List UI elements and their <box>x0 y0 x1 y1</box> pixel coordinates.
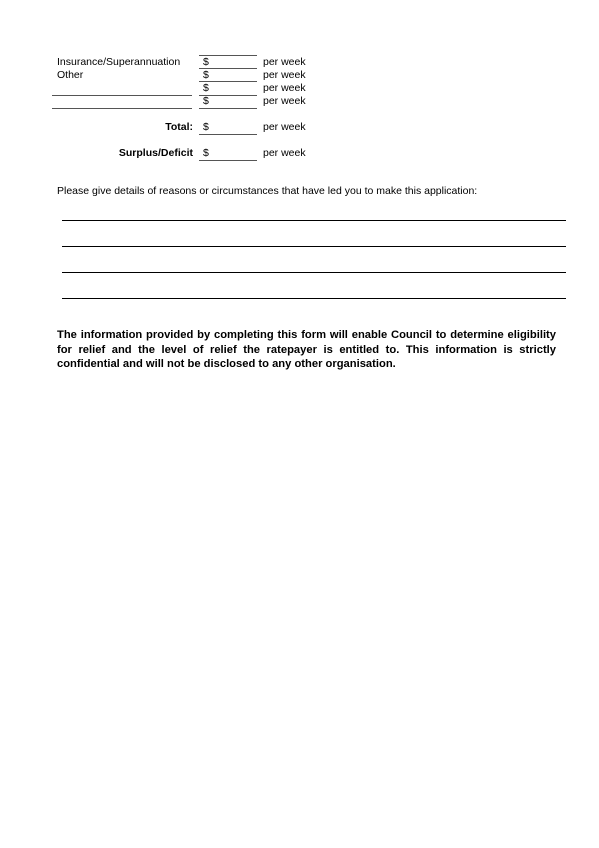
surplus-deficit-amount-field[interactable] <box>213 147 257 160</box>
expense-label-blank-2[interactable] <box>52 95 192 108</box>
amount-underline <box>199 108 257 109</box>
total-label: Total: <box>165 121 193 133</box>
currency-symbol: $ <box>203 82 209 94</box>
currency-symbol: $ <box>203 121 209 133</box>
surplus-deficit-label: Surplus/Deficit <box>118 147 193 159</box>
reasons-line-underline <box>62 298 566 299</box>
currency-symbol: $ <box>203 56 209 68</box>
reasons-line-underline <box>62 220 566 221</box>
confidentiality-notice: The information provided by completing this form will enable Council to determine eligibility for relief and the level of relief the ratepayer is entitled to. This information is strictly confidential and will not be disclosed to any other organisation. <box>57 329 556 370</box>
unit-per-week: per week <box>263 121 306 133</box>
reasons-prompt: Please give details of reasons or circumstances that have led you to make this application: <box>57 185 478 197</box>
expense-label-other: Other <box>57 69 84 81</box>
reasons-line-4[interactable] <box>62 285 566 298</box>
reasons-line-1[interactable] <box>62 207 566 220</box>
currency-symbol: $ <box>203 95 209 107</box>
expense-label-insurance: Insurance/Superannuation <box>57 56 181 68</box>
unit-per-week: per week <box>263 56 306 68</box>
unit-per-week: per week <box>263 147 306 159</box>
expense-label-blank-1[interactable] <box>52 82 192 95</box>
amount-field-blank-2[interactable] <box>213 95 257 108</box>
label-underline <box>52 108 192 109</box>
currency-symbol: $ <box>203 147 209 159</box>
amount-underline <box>199 160 257 161</box>
total-amount-field[interactable] <box>213 121 257 134</box>
amount-underline <box>199 134 257 135</box>
reasons-line-underline <box>62 272 566 273</box>
unit-per-week: per week <box>263 69 306 81</box>
reasons-line-2[interactable] <box>62 233 566 246</box>
unit-per-week: per week <box>263 82 306 94</box>
reasons-line-3[interactable] <box>62 259 566 272</box>
reasons-line-underline <box>62 246 566 247</box>
currency-symbol: $ <box>203 69 209 81</box>
unit-per-week: per week <box>263 95 306 107</box>
amount-field-blank-1[interactable] <box>213 82 257 95</box>
